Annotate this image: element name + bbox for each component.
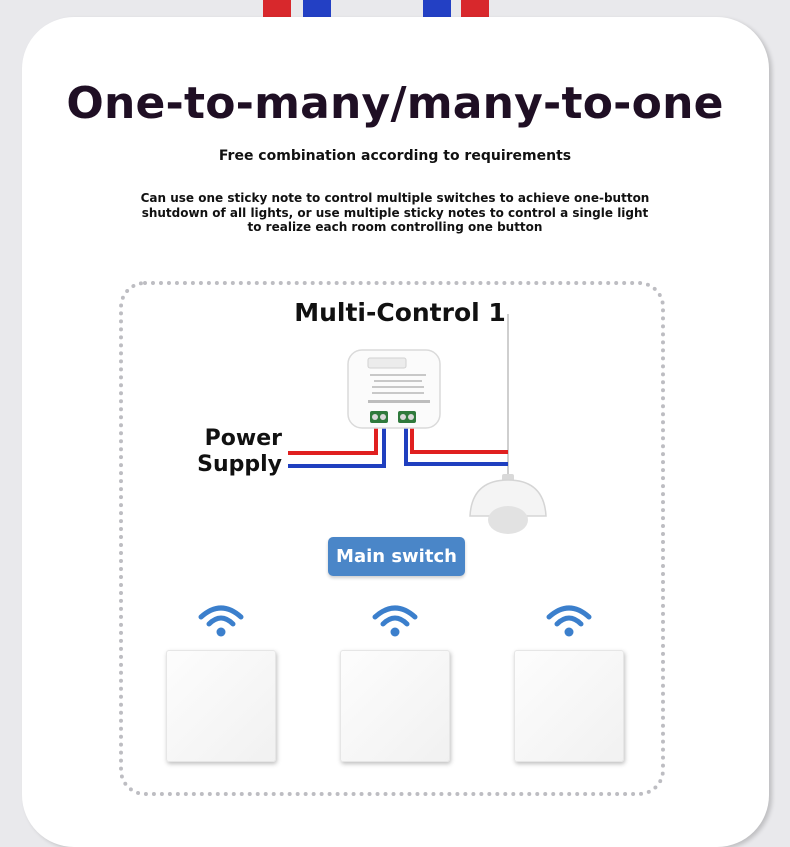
wifi-icon [546,602,592,638]
module-label: Multi-Control 1 [294,298,506,327]
page-title: One-to-many/many-to-one [66,78,724,129]
wall-switch-panel-2[interactable] [340,650,450,762]
power-label-line2: Supply [197,452,282,477]
wall-switch-panel-3[interactable] [514,650,624,762]
power-label-line1: Power [204,426,282,451]
page-description: Can use one sticky note to control multiple switches to achieve one-button shutdown of all lights, or use multiple sticky notes to control a single light to realize each room controlling one button [140,191,650,234]
pendant-lamp [470,474,546,534]
control-module [348,350,440,428]
page-subtitle: Free combination according to requirements [218,148,572,164]
wall-switch-panel-1[interactable] [166,650,276,762]
power-supply-label [180,426,282,478]
main-switch-button[interactable]: Main switch [328,537,465,576]
wifi-icon [198,602,244,638]
wifi-icon [372,602,418,638]
